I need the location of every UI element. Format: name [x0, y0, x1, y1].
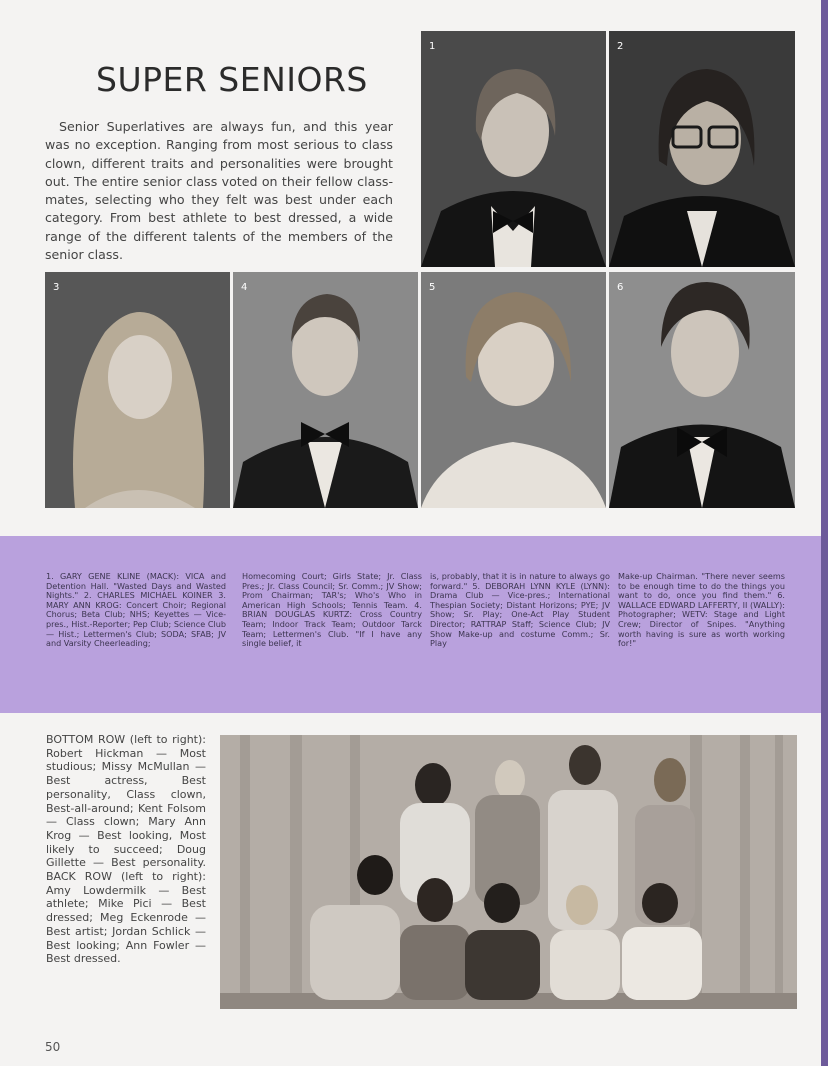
portrait-5-image [421, 272, 606, 508]
portrait-3-image [45, 272, 230, 508]
page-number: 50 [45, 1040, 61, 1054]
portrait-1-image [421, 31, 606, 267]
bio-column-3: is, probably, that it is in nature to always go forward." 5. DEBORAH LYNN KYLE (LYNN): Drama Club — Vice-pres.; International Thespian Society; Distant Horizons; PYE; JV Show; Sr. Play; One-Act Play Student Director; RATTRAP Staff; Science Club; JV Show Make-up and costume Comm.; Sr. Play [430, 571, 610, 649]
portrait-photo-3 [45, 272, 230, 508]
portrait-photo-6 [609, 272, 795, 508]
page-edge [821, 0, 828, 1066]
group-photo-image [220, 735, 797, 1009]
bio-column-4: Make-up Chairman. "There never seems to be enough time to do the things you want to do, once you find them." 6. WALLACE EDWARD LAFFERTY, II (WALLY): Photographer; WETV: Stage and Light Crew; Director of Snipes. "Anything worth having is sure as worth working for!" [618, 571, 786, 649]
portrait-photo-5 [421, 272, 606, 508]
photo-number-3: 3 [53, 282, 60, 293]
photo-number-4: 4 [241, 282, 248, 293]
page-title: SUPER SENIORS [96, 60, 368, 99]
photo-number-6: 6 [617, 282, 624, 293]
portrait-6-image [609, 272, 795, 508]
portrait-photo-1 [421, 31, 606, 267]
bio-column-2: Homecoming Court; Girls State; Jr. Class Pres.; Jr. Class Council; Sr. Comm.; JV Show; Prom Chairman; TAR's; Who's Who in American High Schools; Tennis Team. 4. BRIAN DOUGLAS KURTZ: Cross Country Team; Indoor Track Team; Outdoor Tarck Team; Lettermen's Club. "If I have any single belief, it [242, 571, 422, 649]
photo-number-5: 5 [429, 282, 436, 293]
intro-paragraph: Senior Superlatives are always fun, and this year was no exception. Ranging from most serious to class clown, different traits and personalities were brought out. The entire senior class voted on their fellow class-mates, selecting who they felt was best under each category. From best athlete to best dressed, a wide range of the different talents of the members of the senior class. [45, 119, 393, 263]
portrait-2-image [609, 31, 795, 267]
portrait-photo-4 [233, 272, 418, 508]
group-photo [220, 735, 797, 1009]
portrait-4-image [233, 272, 418, 508]
bio-column-1: 1. GARY GENE KLINE (MACK): VICA and Detention Hall. "Wasted Days and Wasted Nights." 2. CHARLES MICHAEL KOINER 3. MARY ANN KROG: Concert Choir; Regional Chorus; Beta Club; NHS; Keyettes — Vice-pres., Hist.-Reporter; Pep Club; Science Club — Hist.; Lettermen's Club; SODA; SFAB; JV and Varsity Cheerleading; [46, 571, 226, 649]
portrait-photo-2 [609, 31, 795, 267]
photo-number-2: 2 [617, 41, 624, 52]
photo-number-1: 1 [429, 41, 436, 52]
group-photo-caption: BOTTOM ROW (left to right): Robert Hickman — Most studious; Missy McMullan — Best actress, Best personality, Class clown, Best-all-around; Kent Folsom — Class clown; Mary Ann Krog — Best looking, Most likely to succeed; Doug Gillette — Best personality. BACK ROW (left to right): Amy Lowdermilk — Best athlete; Mike Pici — Best dressed; Meg Eckenrode — Best artist; Jordan Schlick — Best looking; Ann Fowler — Best dressed. [46, 733, 206, 966]
